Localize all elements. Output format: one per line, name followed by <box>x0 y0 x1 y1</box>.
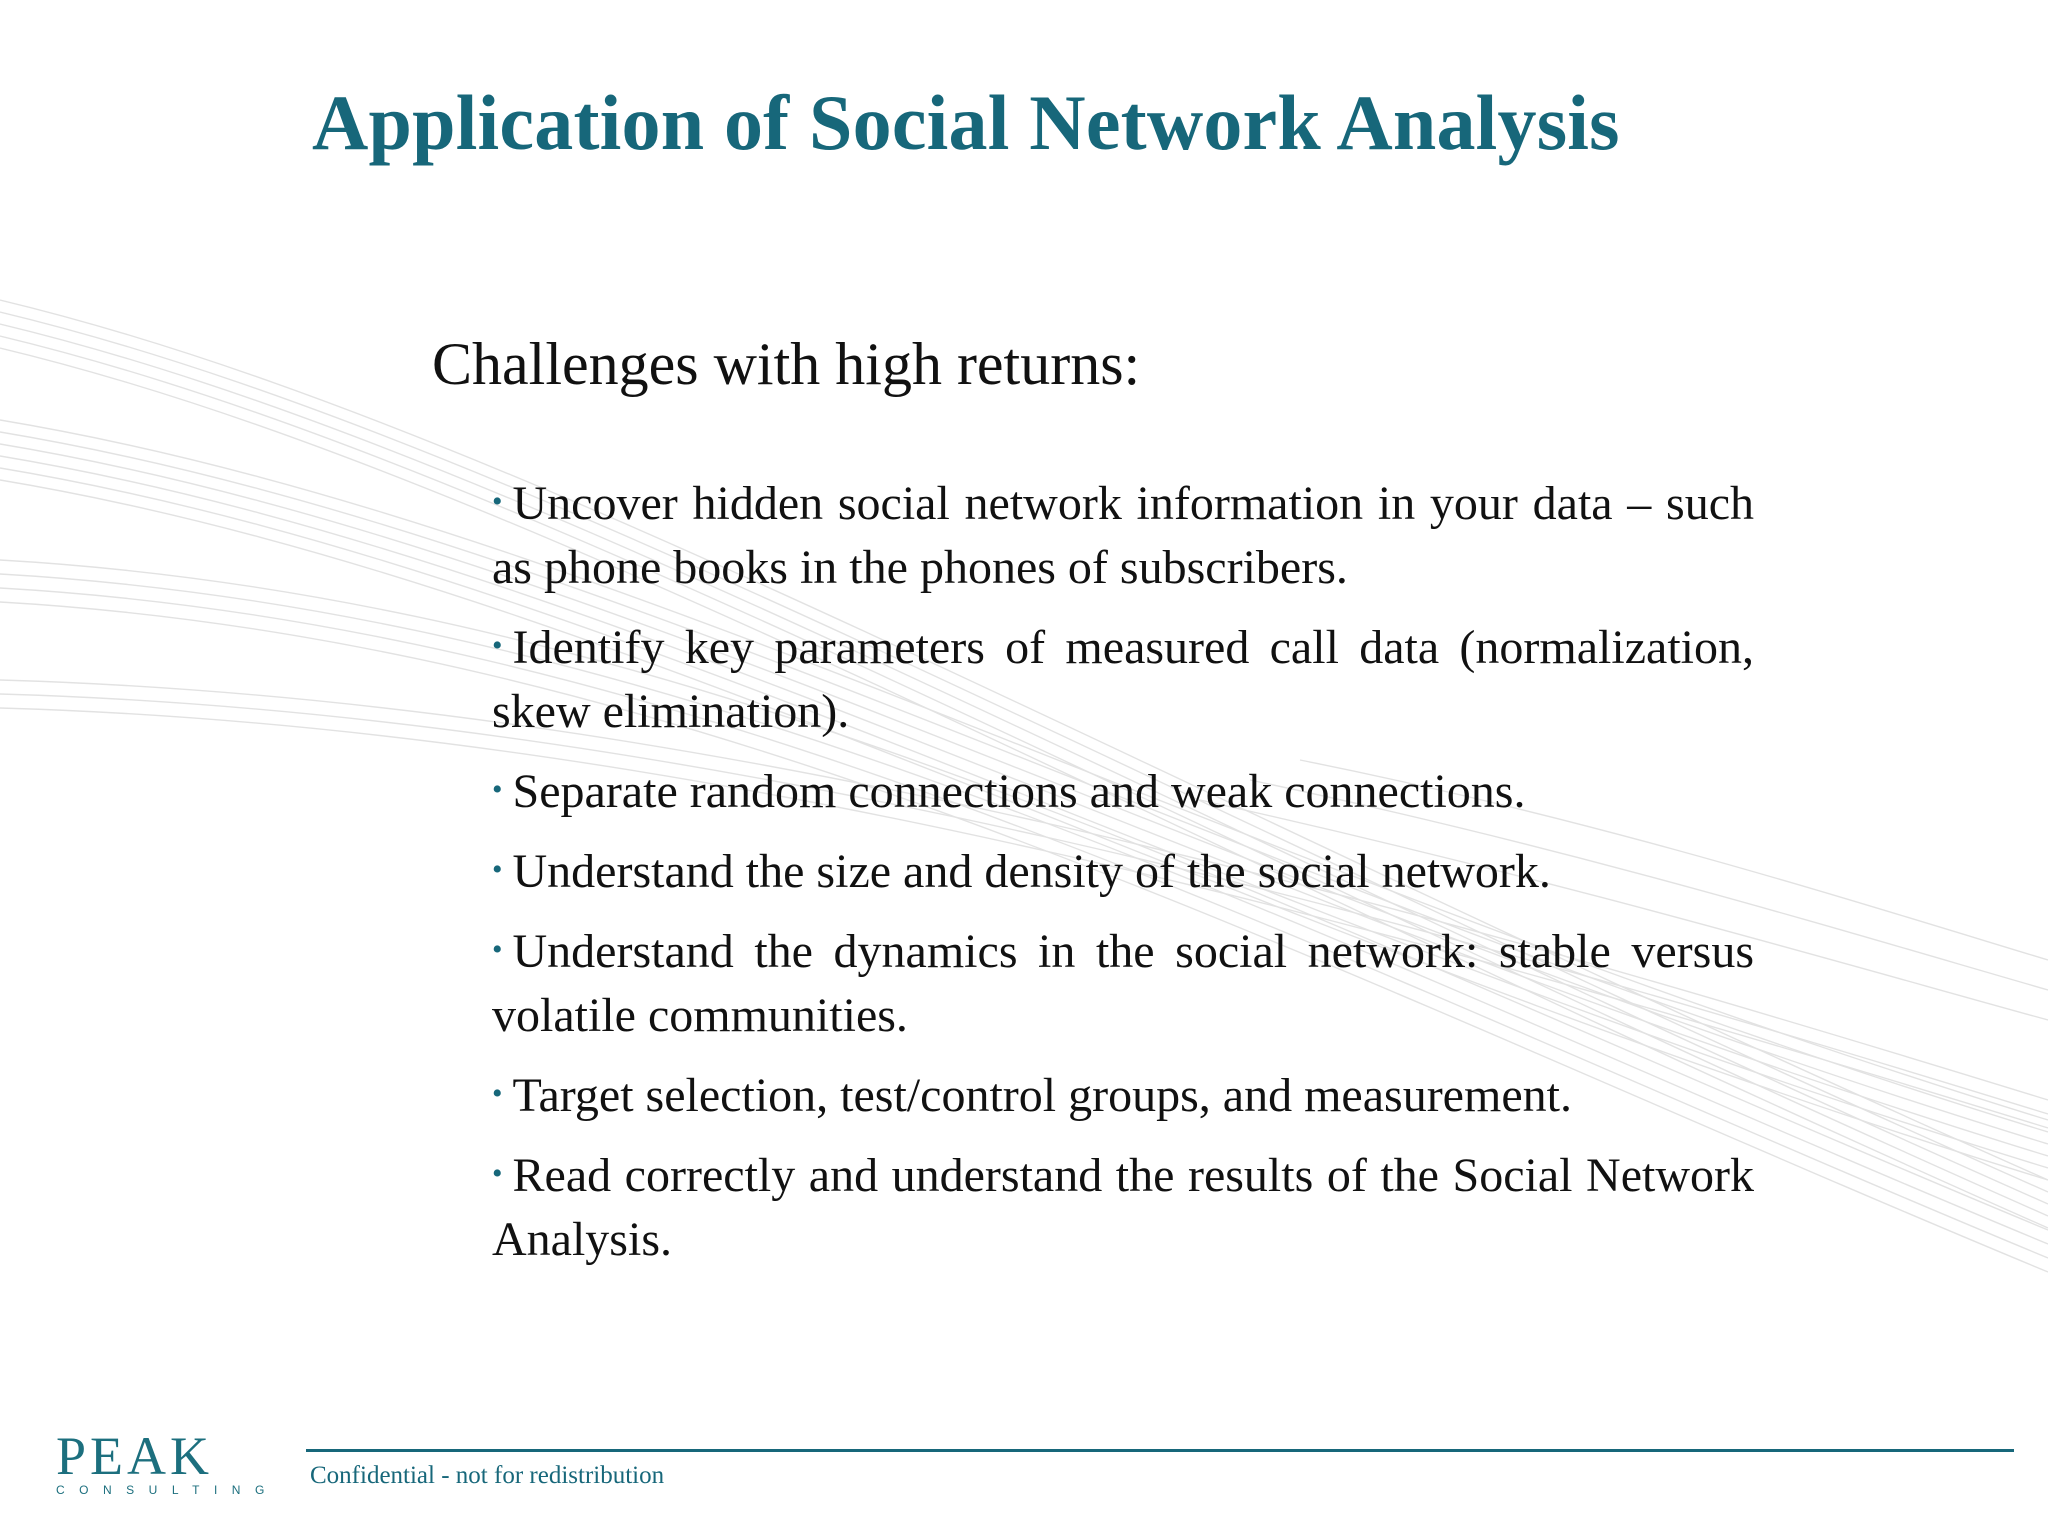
bullet-text: Understand the size and density of the social network. <box>512 845 1551 898</box>
bullet-item <box>492 470 1754 600</box>
bullet-text: Read correctly and understand the results of the Social Network Analysis. <box>492 1149 1754 1266</box>
slide-subtitle: Challenges with high returns: <box>432 331 1141 397</box>
bullet-text: Uncover hidden social network information in your data – such as phone books in the phones of subscribers. <box>492 477 1754 594</box>
bullet-list <box>492 470 1754 1286</box>
bullet-dot-icon: • <box>492 1077 503 1110</box>
bullet-dot-icon: • <box>492 933 503 966</box>
bullet-dot-icon: • <box>492 485 503 518</box>
bullet-dot-icon: • <box>492 853 503 886</box>
bullet-text: Identify key parameters of measured call data (normalization, skew elimination). <box>492 621 1754 738</box>
bullet-item <box>492 758 1754 824</box>
bullet-dot-icon: • <box>492 1157 503 1190</box>
bullet-item <box>492 1142 1754 1272</box>
footer-divider <box>306 1449 2014 1452</box>
bullet-text: Separate random connections and weak connections. <box>512 765 1526 818</box>
bullet-item <box>492 614 1754 744</box>
bullet-text: Target selection, test/control groups, and measurement. <box>512 1069 1572 1122</box>
bullet-text: Understand the dynamics in the social network: stable versus volatile communities. <box>492 925 1754 1042</box>
bullet-item <box>492 838 1754 904</box>
slide-title: Application of Social Network Analysis <box>312 79 1620 166</box>
bullet-item <box>492 1062 1754 1128</box>
bullet-item <box>492 918 1754 1048</box>
logo-main-text: PEAK <box>56 1426 214 1486</box>
peak-consulting-logo <box>56 1426 279 1500</box>
confidential-notice: Confidential - not for redistribution <box>310 1462 665 1489</box>
logo-sub-text: CONSULTING <box>56 1483 279 1497</box>
bullet-dot-icon: • <box>492 629 503 662</box>
bullet-dot-icon: • <box>492 773 503 806</box>
